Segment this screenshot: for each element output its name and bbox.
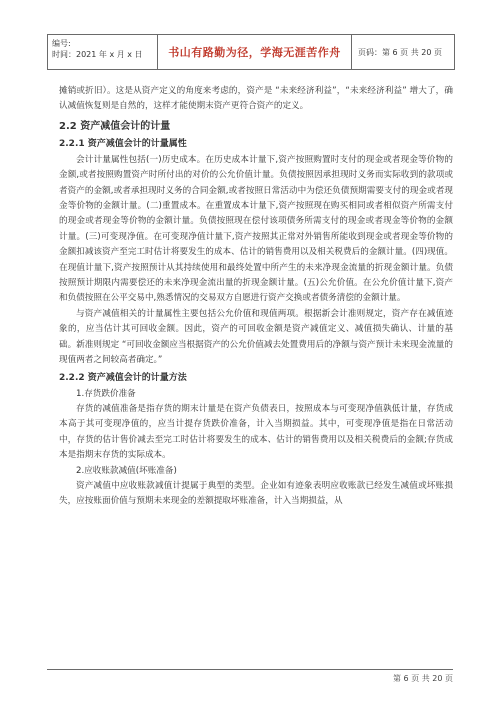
list-item-inventory: 1.存货跌价准备 bbox=[76, 388, 136, 399]
page-header bbox=[47, 34, 455, 70]
header-meta bbox=[48, 35, 158, 69]
header-motto: 书山有路勤为径，学海无涯苦作舟 bbox=[158, 35, 352, 69]
paragraph-continued: 摊销或折旧）。这是从资产定义的角度来考虑的，资产是 “未来经济利益”，“未来经济利益” 增大了，确认减值恢复则是自然的，这样才能使期末资产更符合资产的定义。 bbox=[59, 86, 453, 112]
header-number-label: 编号: bbox=[52, 39, 71, 48]
document-body bbox=[59, 84, 453, 510]
paragraph-impairment-attributes: 与资产减值相关的计量属性主要包括公允价值和现值两项。根据新会计准则规定，资产存在减值迹象的，应当估计其可回收金额。因此，资产的可回收金额是资产减值定义、减值损失确认、计量的基础。新准则规定 “可回收金额应当根据资产的公允价值减去处置费用后的净额与资产预计未来现金流量的现值两者之间较高者确定。” bbox=[59, 308, 453, 366]
list-item-receivables: 2.应收账款减值(坏账准备) bbox=[76, 465, 177, 476]
paragraph-inventory: 存货的减值准备是指存货的期末计量是在资产负债表日，按照成本与可变现净值孰低计量，存货成本高于其可变现净值的，应当计提存货跌价准备，计入当期损益。其中，可变现净值是指在日常活动中，存货的估计售价减去至完工时估计将要发生的成本、估计的销售费用以及相关税费后的金额;存货成本是指期末存货的实际成本。 bbox=[59, 403, 453, 461]
paragraph-measurement-attributes: 会计计量属性包括(一)历史成本。在历史成本计量下,资产按照购置时支付的现金或者现金等价物的金额,或者按照购置资产时所付出的对价的公允价值计量。负债按照因承担现时义务而实际收到的款项或者资产的金额,或者承担现时义务的合同金额,或者按照日常活动中为偿还负债预期需要支付的现金或者现金等价物的金额计量。(二)重置成本。在重置成本计量下,资产按照现在购买相同或者相似资产所需支付的现金或者现金等价物的金额计量。负债按照现在偿付该项债务所需支付的现金或者现金等价物的金额计量。(三)可变现净值。在可变现净值计量下,资产按照其正常对外销售所能收到现金或者现金等价物的金额扣减该资产至完工时估计将要发生的成本、估计的销售费用以及相关税费后的金额计量。(四)现值。在现值计量下,资产按照预计从其持续使用和最终处置中所产生的未来净现金流量的折现金额计量。负债按照预计期限内需要偿还的未来净现金流出量的折现金额计量。(五)公允价值。在公允价值计量下,资产和负债按照在公平交易中,熟悉情况的交易双方自愿进行资产交换或者债务清偿的金额计量。 bbox=[59, 154, 453, 304]
header-page-info: 页码：第 6 页 共 20 页 bbox=[358, 47, 442, 57]
section-heading-2-2: 2.2 资产减值会计的计量 bbox=[59, 120, 171, 132]
page-footer: 第 6 页 共 20 页 bbox=[47, 669, 453, 684]
header-time-label: 时间：2021 年 x 月 x 日 bbox=[52, 50, 143, 59]
subsection-heading-2-2-2: 2.2.2 资产减值会计的计量方法 bbox=[59, 372, 187, 383]
subsection-heading-2-2-1: 2.2.1 资产减值会计的计量属性 bbox=[59, 138, 187, 149]
paragraph-receivables: 资产减值中应收账款减值计提属于典型的类型。企业如有迹象表明应收账款已经发生减值或坏账损失，应按账面价值与预期未来现金的差额提取坏账准备，计入当期损益，从 bbox=[59, 480, 453, 507]
